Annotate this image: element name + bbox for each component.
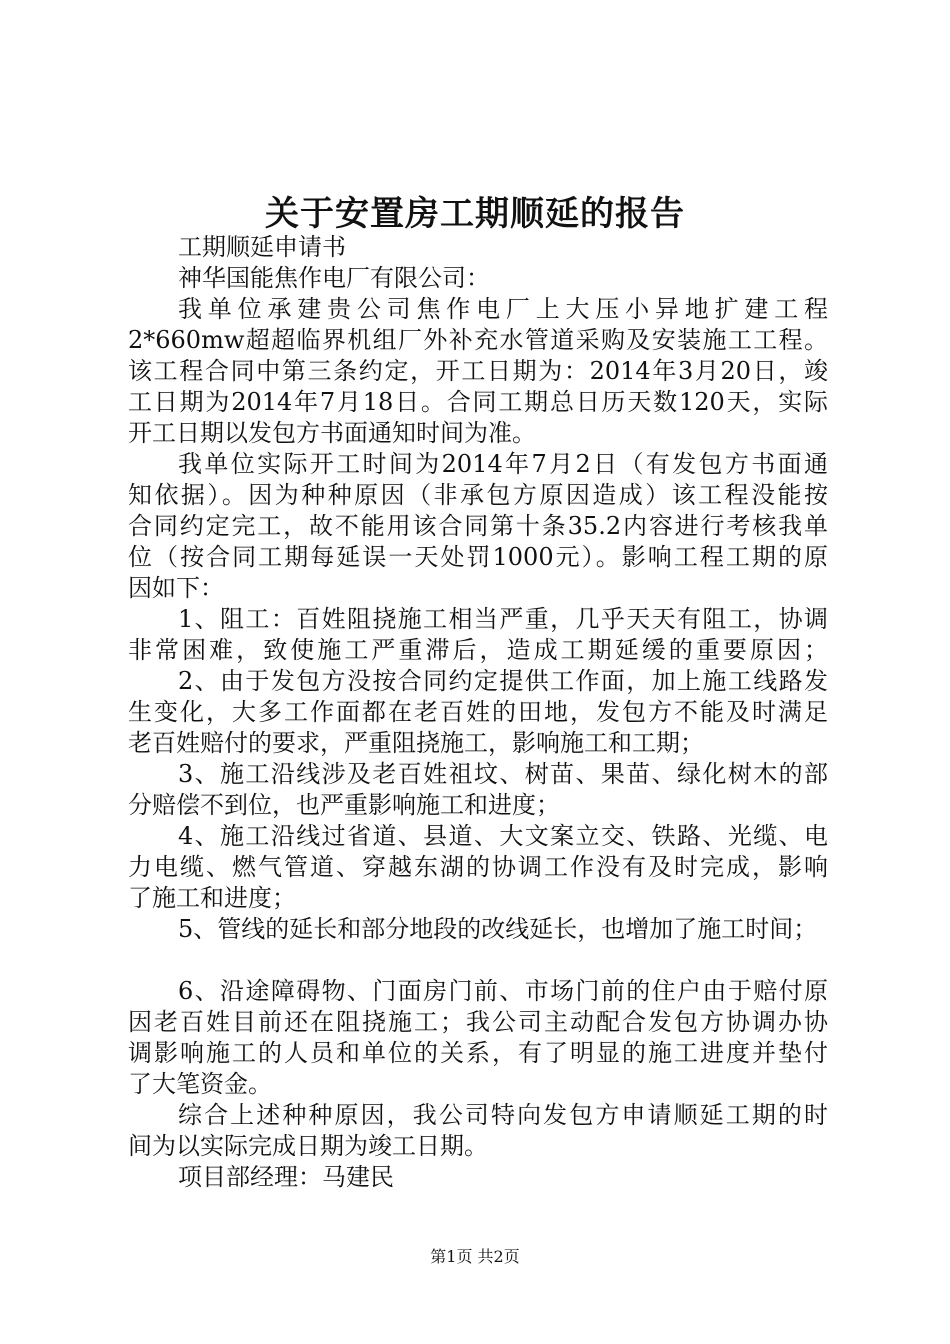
paragraph-line: 非常困难，致使施工严重滞后，造成工期延缓的重要原因；: [128, 636, 828, 664]
conclusion-paragraph: [128, 1100, 828, 1162]
paragraph-line: 2*660mw超超临界机组厂外补充水管道采购及安装施工工程。: [128, 326, 828, 354]
paragraph-line: 调影响施工的人员和单位的关系，有了明显的施工进度并垫付: [128, 1039, 828, 1067]
page-footer: 第1页 共2页: [430, 1247, 520, 1266]
paragraph-line: 生变化，大多工作面都在老百姓的田地，发包方不能及时满足: [128, 698, 828, 726]
paragraph-line: 2、由于发包方没按合同约定提供工作面，加上施工线路发: [178, 667, 828, 695]
paragraph-line: 我单位实际开工时间为2014年7月2日（有发包方书面通: [178, 450, 828, 478]
reason-item-4: [128, 821, 828, 914]
signature-line: 项目部经理：马建民: [178, 1163, 394, 1191]
paragraph-line: 5、管线的延长和部分地段的改线延长，也增加了施工时间；: [178, 915, 818, 943]
paragraph-line: 知依据）。因为种种原因（非承包方原因造成）该工程没能按: [128, 481, 828, 509]
paragraph-line: 因如下：: [128, 574, 224, 602]
reason-item-3: [128, 759, 828, 821]
paragraph-line: 3、施工沿线涉及老百姓祖坟、树苗、果苗、绿化树木的部: [178, 760, 828, 788]
paragraph-line: 了施工和进度；: [128, 884, 296, 912]
paragraph-line: 6、沿途障碍物、门面房门前、市场门前的住户由于赔付原: [178, 977, 828, 1005]
document-body: [128, 232, 828, 1193]
paragraph-line: 力电缆、燃气管道、穿越东湖的协调工作没有及时完成，影响: [128, 853, 828, 881]
reason-item-1: [128, 604, 828, 666]
reason-item-6: [128, 976, 828, 1100]
blank-line: [128, 945, 828, 976]
reason-item-2: [128, 666, 828, 759]
paragraph-line: 合同约定完工，故不能用该合同第十条35.2内容进行考核我单: [128, 512, 828, 540]
reason-item-5: [128, 914, 828, 945]
paragraph-1: [128, 294, 828, 449]
paragraph-line: 老百姓赔付的要求，严重阻挠施工，影响施工和工期；: [128, 729, 704, 757]
paragraph-line: 工日期为2014年7月18日。合同工期总日历天数120天，实际: [128, 388, 828, 416]
paragraph-line: 我单位承建贵公司焦作电厂上大压小异地扩建工程: [178, 295, 828, 323]
paragraph-2: [128, 449, 828, 604]
paragraph-line: 位（按合同工期每延误一天处罚1000元）。影响工程工期的原: [128, 543, 828, 571]
recipient-line: 神华国能焦作电厂有限公司：: [178, 264, 490, 292]
paragraph-line: 开工日期以发包方书面通知时间为准。: [128, 419, 536, 447]
paragraph-line: 综合上述种种原因，我公司特向发包方申请顺延工期的时: [178, 1101, 828, 1129]
paragraph-line: 4、施工沿线过省道、县道、大文案立交、铁路、光缆、电: [178, 822, 828, 850]
heading-line: 工期顺延申请书: [178, 233, 346, 261]
paragraph-line: 该工程合同中第三条约定，开工日期为：2014年3月20日，竣: [128, 357, 828, 385]
paragraph-line: 因老百姓目前还在阻挠施工；我公司主动配合发包方协调办协: [128, 1008, 828, 1036]
paragraph-line: 了大笔资金。: [128, 1070, 272, 1098]
paragraph-line: 分赔偿不到位，也严重影响施工和进度；: [128, 791, 560, 819]
paragraph-line: 间为以实际完成日期为竣工日期。: [128, 1132, 488, 1160]
paragraph-line: 1、阻工：百姓阻挠施工相当严重，几乎天天有阻工，协调: [178, 605, 828, 633]
document-title: 关于安置房工期顺延的报告: [265, 194, 685, 234]
